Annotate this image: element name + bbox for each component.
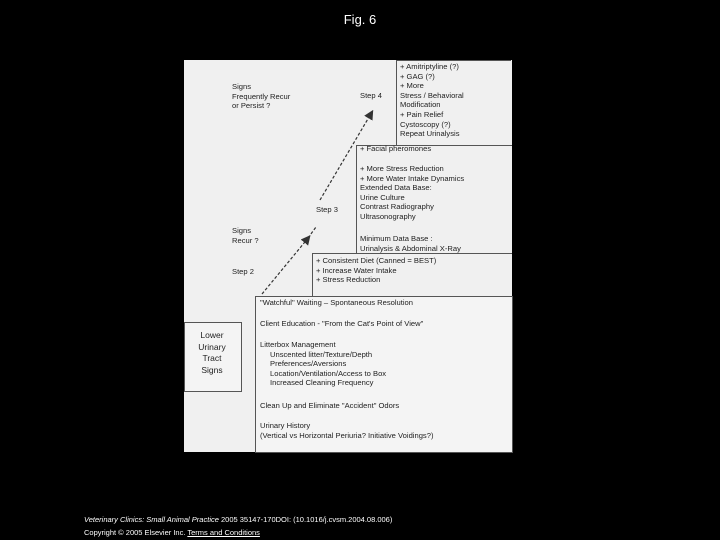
step2-list: + Consistent Diet (Canned = BEST) + Increase Water Intake + Stress Reduction: [316, 256, 437, 285]
progression-arrows: [184, 60, 512, 452]
clean-up-odors: Clean Up and Eliminate "Accident" Odors: [260, 401, 400, 410]
frequent-recur-label: Signs Frequently Recur or Persist ?: [232, 82, 291, 111]
arrow-step2-step3: [308, 227, 316, 238]
litterbox-management: Litterbox Management Unscented litter/Texture/Depth Preferences/Aversions Location/Ventilation/Access to Box Increased Cleaning Frequency: [260, 340, 387, 388]
step3-pheromones: + Facial pheromones: [360, 144, 432, 153]
step3-label: Step 3: [316, 205, 338, 214]
footer-copyright: [84, 528, 260, 537]
footer-citation: [84, 515, 392, 524]
step3-list: + More Stress Reduction + More Water Intake Dynamics Extended Data Base: Urine Culture Contrast Radiography Ultrasonography: [360, 164, 465, 221]
step4-list: + Amitriptyline (?) + GAG (?) + More Stress / Behavioral Modification + Pain Relief Cystoscopy (?) Repeat Urinalysis: [400, 62, 464, 139]
watchful-waiting: "Watchful" Waiting – Spontaneous Resolution: [260, 298, 413, 307]
copyright-text: Copyright © 2005 Elsevier Inc.: [84, 528, 186, 537]
step4-label: Step 4: [360, 91, 382, 100]
urinary-history: Urinary History (Vertical vs Horizontal Periuria? Initiative Voidings?): [260, 421, 434, 440]
client-education: Client Education - "From the Cat's Point of View": [260, 319, 424, 328]
step2-label: Step 2: [232, 267, 254, 276]
journal-name: Veterinary Clinics: Small Animal Practice: [84, 515, 219, 524]
terms-link[interactable]: Terms and Conditions: [187, 528, 260, 537]
signs-recur-label: Signs Recur ?: [232, 226, 259, 245]
start-box-label: Lower Urinary Tract Signs: [198, 330, 226, 375]
arrow-step1-step2: [262, 237, 309, 294]
arrow-step3-step4: [320, 112, 372, 200]
citation-text: 2005 35147-170DOI: (10.1016/j.cvsm.2004.08.006): [218, 515, 393, 524]
minimum-data-base: Minimum Data Base : Urinalysis & Abdominal X-Ray: [360, 234, 461, 253]
figure-title: Fig. 6: [343, 12, 377, 27]
flowchart-panel: [184, 60, 512, 452]
